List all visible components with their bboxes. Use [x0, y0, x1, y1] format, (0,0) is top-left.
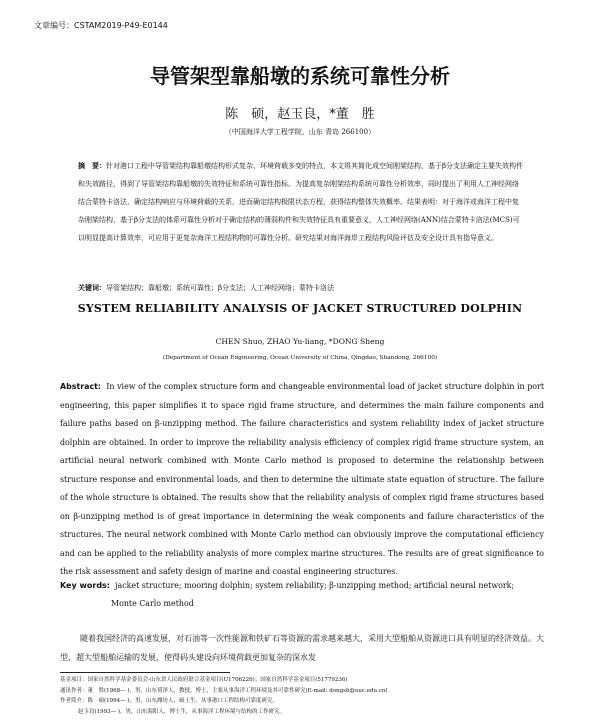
footnote-divider	[60, 672, 230, 673]
cn-affiliation: （中国海洋大学工程学院，山东 青岛 266100）	[224, 128, 376, 136]
cn-abstract-label: 摘 要：	[78, 162, 106, 170]
cn-authors: 陈 硕，赵玉良，*董 胜	[225, 107, 375, 122]
en-keywords-line-1	[60, 577, 544, 595]
footnote-author-bio-2: 赵玉良(1993— )，男，山东海阳人，博士生，从事海洋工程环境与结构的工作研究。	[78, 708, 286, 715]
footnotes	[60, 675, 544, 717]
en-authors: CHEN Shuo, ZHAO Yu-liang, *DONG Sheng	[215, 337, 385, 346]
footnote-funding: 基金项目：国家自然科学基金委员会-山东省人民政府联合基金项目(U1706226)；国家自然科学基金项目(51779236)	[60, 677, 348, 683]
cn-keywords-label: 关键词：	[78, 284, 106, 292]
cn-keywords-text: 导管架结构；靠船墩；系统可靠性；β分支法；人工神经网络；蒙特卡洛法	[106, 284, 335, 292]
cn-title: 导管架型靠船墩的系统可靠性分析	[150, 64, 450, 88]
cn-keywords	[78, 283, 524, 293]
document-id: 文章编号：CSTAM2019-P49-E0144	[34, 21, 168, 30]
en-abstract	[60, 378, 544, 582]
en-abstract-label: Abstract:	[60, 382, 102, 391]
en-affiliation: (Department of Ocean Engineering, Ocean University of China, Qingdao, Shandong, 266100)	[162, 355, 438, 361]
en-keywords-line-2: Monte Carlo method	[111, 599, 194, 608]
en-keywords	[60, 577, 544, 613]
en-keywords-label: Key words:	[60, 581, 111, 590]
cn-abstract-text: 针对港口工程中导管架结构靠船墩结构形式复杂、环境荷载多变的特点，本文将其简化成空间刚架结构，基于β分支法确定主要失效构件和失效路径，得到了导管架结构靠船墩的失效特征和系统可靠性指标。为提高复杂刚架结构系统可靠性分析效率，同时提出了利用人工神经网络结合蒙特卡洛法，确定结构响应与环境荷载的关系，进而确定结构极限状态方程，获得结构整体失效概率。结果表明：对于海洋或海洋工程中复杂刚架结构，基于β分支法的体系可靠性分析对于确定结构的薄弱构件和失效特征具有重要意义，人工神经网络(ANN)结合蒙特卡洛法(MCS)可以明显提高计算效率，可应用于更复杂海洋工程结构物的可靠性分析。研究结果对海洋海岸工程结构风险评估及安全设计具有指导意义。	[78, 162, 524, 242]
en-keywords-text-1: jacket structure; mooring dolphin; system reliability; β-unzipping method; artificial neural network;	[115, 581, 515, 590]
en-title: SYSTEM RELIABILITY ANALYSIS OF JACKET STRUCTURED DOLPHIN	[77, 302, 523, 315]
cn-abstract	[78, 157, 524, 247]
footnote-corresponding-author: 通讯作者：董 胜(1968— )，男，山东荷泽人，教授，博士，主要从事海洋工程环境及其可靠性研究(E-mail: dongsh@ouc.edu.cn)	[60, 687, 388, 694]
footnote-author-bio: 作者简介：陈 硕(1994— )，男，山东潍坊人，硕士生，从事港口工程结构可靠度研究。	[60, 698, 279, 704]
en-abstract-text: In view of the complex structure form and changeable environmental load of jacket structure dolphin in port engineering, this paper simplifies it to space rigid frame structure, and determines the main failure components and failure paths based on β-unzipping method. The failure characteristics and system reliability index of jacket structure dolphin are obtained. In order to improve the reliability analysis efficiency of complex rigid frame structure system, an artificial neural network combined with Monte Carlo method is proposed to determine the relationship between structure response and environmental loads, and then to determine the ultimate state equation of structure. The failure of the whole structure is obtained. The results show that the reliability analysis of complex rigid frame structures based on β-unzipping method is of great importance in determining the weak components and failure characteristics of the structures. The neural network combined with Monte Carlo method can obviously improve the computational efficiency and can be applied to the reliability analysis of more complex marine structures. The results are of great significance to the risk assessment and safety design of marine and coastal engineering structures.	[60, 382, 544, 576]
body-paragraph: 随着我国经济的高速发展，对石油等一次性能源和铁矿石等资源的需求越来越大，采用大型船舶从资源进口具有明显的经济效益。大型、超大型船舶运输的发展，使得码头建设向环境荷载更加复杂的深水发	[60, 634, 544, 662]
